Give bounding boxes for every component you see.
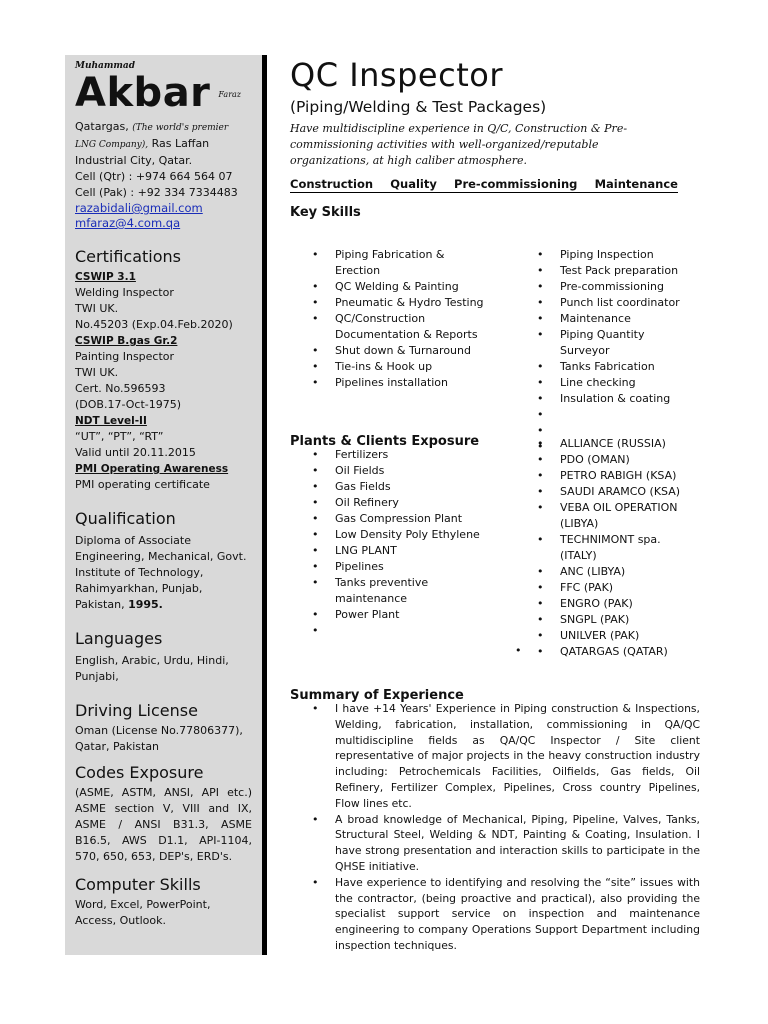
codes-heading: Codes Exposure xyxy=(75,763,204,782)
middle-name: Faraz xyxy=(218,90,242,99)
ndt-line: Valid until 20.11.2015 xyxy=(75,446,196,459)
list-item: • Piping Fabrication & Erection xyxy=(290,247,490,279)
list-item: • Maintenance xyxy=(515,311,685,327)
key-skills-left-list xyxy=(290,247,490,391)
areas-line xyxy=(290,177,678,193)
address xyxy=(75,119,252,169)
summary-item: • I have +14 Years' Experience in Piping construction & Inspections, Welding, fabrication, installation, commissioning in QA/QC multidiscipline fields as QA/QC Inspector / Site client representative of major projects in the heavy construction industry including: Petrochemicals Facilities, Oilfields, Gas fields, Oil Refinery, Fertilizer Complex, Pipelines, Cross country Pipelines, Flow lines etc. xyxy=(290,701,700,812)
summary-heading: Summary of Experience xyxy=(290,688,464,703)
area-item: Construction xyxy=(290,177,374,191)
cswip31-line: Welding Inspector xyxy=(75,286,174,299)
cswip-bgas-line: TWI UK. xyxy=(75,366,119,379)
email-link-2[interactable]: mfaraz@4.com.qa xyxy=(75,216,181,230)
list-item: • Pipelines installation xyxy=(290,375,490,391)
address-rest: Ras Laffan Industrial City, Qatar. xyxy=(75,137,210,167)
email-link-1[interactable]: razabidali@gmail.com xyxy=(75,201,203,215)
list-item: • Punch list coordinator xyxy=(515,295,685,311)
bullet-dot: • xyxy=(515,644,522,657)
list-item: • Oil Refinery xyxy=(290,495,490,511)
list-item: • Pneumatic & Hydro Testing xyxy=(290,295,490,311)
summary-item: • Have experience to identifying and resolving the “site” issues with the contractor, (being proactive and practical), also providing the specialist support service on inspection and maintenance engineering to company Operations Support Department including inspection techniques. xyxy=(290,875,700,954)
list-item: • Pre-commissioning xyxy=(515,279,685,295)
qualification-year: 1995. xyxy=(128,598,163,611)
list-item: • Tanks Fabrication xyxy=(515,359,685,375)
list-item: • FFC (PAK) xyxy=(515,580,685,596)
list-item: • Tie-ins & Hook up xyxy=(290,359,490,375)
cswip31-line: TWI UK. xyxy=(75,302,119,315)
last-name: Akbar xyxy=(75,70,211,116)
qualification-heading: Qualification xyxy=(75,509,176,528)
certifications-block xyxy=(75,269,252,493)
area-item: Pre-commissioning xyxy=(454,177,578,191)
list-item: • ENGRO (PAK) xyxy=(515,596,685,612)
first-name: Muhammad xyxy=(75,61,136,71)
list-item: • ANC (LIBYA) xyxy=(515,564,685,580)
list-item: • QC Welding & Painting xyxy=(290,279,490,295)
cswip-bgas-line: (DOB.17-Oct-1975) xyxy=(75,398,182,411)
list-item: • TECHNIMONT spa. (ITALY) xyxy=(515,532,685,564)
list-item: • Piping Inspection xyxy=(515,247,685,263)
pmi-line: PMI operating certificate xyxy=(75,478,210,491)
vertical-divider xyxy=(262,55,267,955)
list-item xyxy=(515,407,685,423)
area-item: Maintenance xyxy=(594,177,678,191)
area-item: Quality xyxy=(390,177,437,191)
list-item: • ALLIANCE (RUSSIA) xyxy=(515,436,685,452)
job-title: QC Inspector xyxy=(290,56,503,94)
list-item: • SAUDI ARAMCO (KSA) xyxy=(515,484,685,500)
list-item: • Insulation & coating xyxy=(515,391,685,407)
list-item: • QATARGAS (QATAR) xyxy=(515,644,685,660)
sidebar xyxy=(65,55,262,955)
pmi-title: PMI Operating Awareness xyxy=(75,463,229,475)
list-item: • PETRO RABIGH (KSA) xyxy=(515,468,685,484)
list-item: • QC/Construction Documentation & Reports xyxy=(290,311,490,343)
languages-text: English, Arabic, Urdu, Hindi, Punjabi, xyxy=(75,654,229,683)
address-italic: (The world's premier LNG Company), xyxy=(75,123,229,150)
cswip-bgas-title: CSWIP B.gas Gr.2 xyxy=(75,335,178,347)
codes-text: (ASME, ASTM, ANSI, API etc.) ASME section V, VIII and IX, ASME / ANSI B31.3, ASME B16.5, AWS D1.1, API-1104, 570, 650, 653, DEP's, ERD's. xyxy=(75,786,252,863)
list-item: • VEBA OIL OPERATION (LIBYA) xyxy=(515,500,685,532)
certifications-heading: Certifications xyxy=(75,247,181,266)
list-item: • Gas Compression Plant xyxy=(290,511,490,527)
address-prefix: Qatargas, xyxy=(75,120,129,133)
summary-list xyxy=(290,701,700,954)
job-subtitle: (Piping/Welding & Test Packages) xyxy=(290,98,547,116)
list-item: • Shut down & Turnaround xyxy=(290,343,490,359)
list-item: • Piping Quantity Surveyor xyxy=(515,327,685,359)
qualification-body: Diploma of Associate Engineering, Mechanical, Govt. Institute of Technology, Rahimyarkhan, Punjab, Pakistan, xyxy=(75,534,247,611)
list-item: • Power Plant xyxy=(290,607,490,623)
list-item: • Test Pack preparation xyxy=(515,263,685,279)
computer-skills-text: Word, Excel, PowerPoint, Access, Outlook. xyxy=(75,898,211,927)
driving-license-heading: Driving License xyxy=(75,701,198,720)
list-item: • Gas Fields xyxy=(290,479,490,495)
languages-heading: Languages xyxy=(75,629,163,648)
intro-text: Have multidiscipline experience in Q/C, Construction & Pre-commissioning activities with well-organized/reputable organizations, at high caliber atmosphere. xyxy=(290,122,628,167)
cswip-bgas-line: Cert. No.596593 xyxy=(75,382,166,395)
list-item: • Oil Fields xyxy=(290,463,490,479)
list-item: • SNGPL (PAK) xyxy=(515,612,685,628)
list-item: • Low Density Poly Ethylene xyxy=(290,527,490,543)
list-item: • Tanks preventive maintenance xyxy=(290,575,490,607)
qualification-text xyxy=(75,533,252,613)
key-skills-heading: Key Skills xyxy=(290,205,361,220)
key-skills-right-list xyxy=(515,247,685,455)
cell-qatar: Cell (Qtr) : +974 664 564 07 xyxy=(75,170,233,183)
list-item: • Line checking xyxy=(515,375,685,391)
clients-list xyxy=(515,436,685,660)
list-item: • Pipelines xyxy=(290,559,490,575)
cswip31-title: CSWIP 3.1 xyxy=(75,271,136,283)
cswip31-line: No.45203 (Exp.04.Feb.2020) xyxy=(75,318,233,331)
list-item: • UNILVER (PAK) xyxy=(515,628,685,644)
list-item: • Fertilizers xyxy=(290,447,490,463)
computer-skills-heading: Computer Skills xyxy=(75,875,201,894)
list-item xyxy=(290,623,490,639)
ndt-line: “UT”, “PT”, “RT” xyxy=(75,430,164,443)
cell-pakistan: Cell (Pak) : +92 334 7334483 xyxy=(75,186,238,199)
driving-license-text: Oman (License No.77806377), Qatar, Pakistan xyxy=(75,724,243,753)
name-row xyxy=(75,70,252,116)
main-content xyxy=(290,55,680,220)
plants-heading: Plants & Clients Exposure xyxy=(290,434,480,449)
list-item: • LNG PLANT xyxy=(290,543,490,559)
ndt-title: NDT Level-II xyxy=(75,415,147,427)
list-item: • PDO (OMAN) xyxy=(515,452,685,468)
summary-item: • A broad knowledge of Mechanical, Piping, Pipeline, Valves, Tanks, Structural Steel, Welding & NDT, Painting & Coating, Insulation. I have strong presentation and interaction skills to participate in the QHSE initiative. xyxy=(290,812,700,875)
plants-list xyxy=(290,447,490,639)
cswip-bgas-line: Painting Inspector xyxy=(75,350,175,363)
